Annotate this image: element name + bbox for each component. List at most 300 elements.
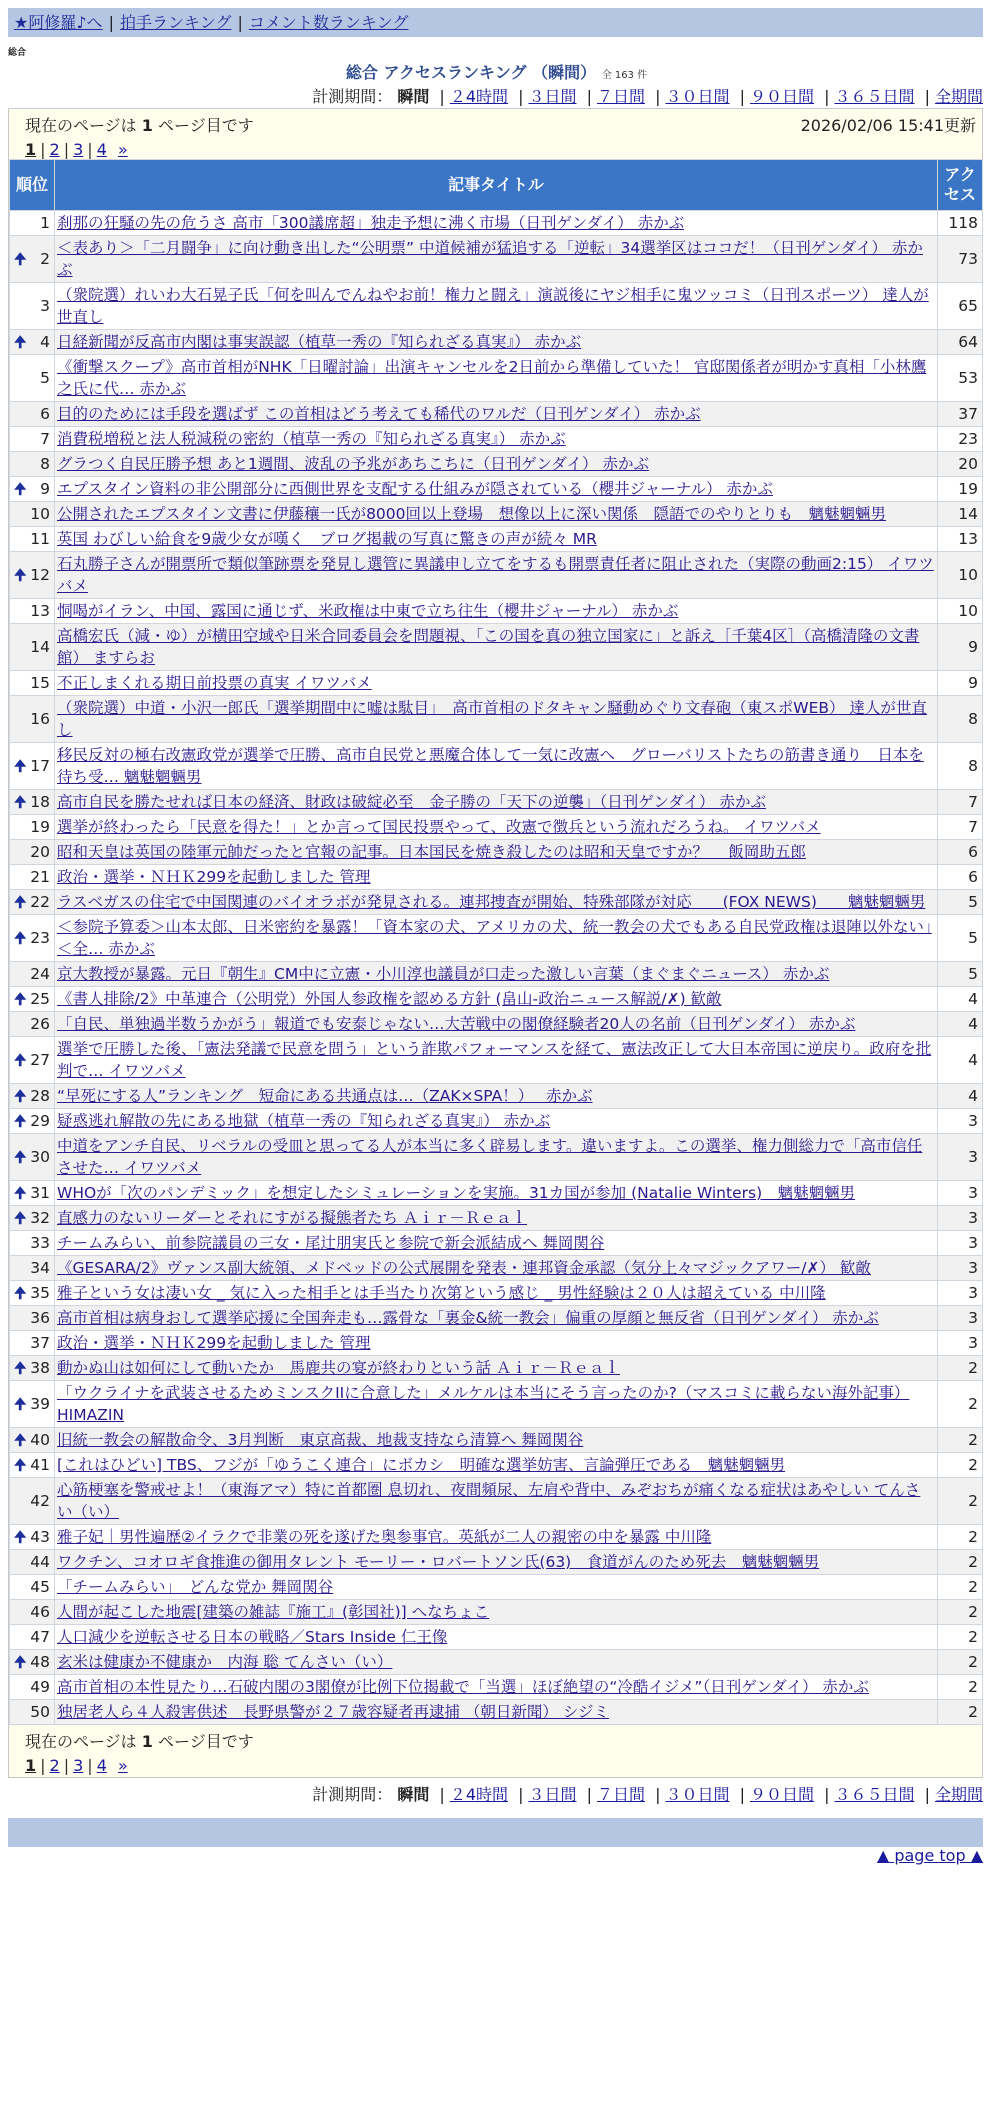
table-row [10, 815, 983, 840]
article-link[interactable]: 《GESARA/2》ヴァンス副大統領、メドベッドの公式展開を発表・連邦資金承認（気分上々マジックアワー/✗） 歓敵 [57, 1259, 871, 1277]
access-count: 37 [938, 402, 983, 427]
period-365d[interactable]: ３６５日間 [834, 1785, 915, 1804]
table-row [10, 1625, 983, 1650]
title-cell [55, 1453, 938, 1478]
article-link[interactable]: 高市首相の本性見たり…石破内閣の3閣僚が比例下位揭載で「当選」ほぼ絶望の“冷酷イジメ”（日刊ゲンダイ） 赤かぶ [57, 1678, 869, 1696]
table-row [10, 452, 983, 477]
table-row [10, 696, 983, 743]
rank-cell [10, 790, 55, 815]
rank-number: 17 [30, 757, 50, 775]
title-cell [55, 1012, 938, 1037]
article-link[interactable]: グラつく自民圧勝予想 あと1週間、波乱の予兆があちこちに（日刊ゲンダイ） 赤かぶ [57, 455, 649, 473]
access-count: 2 [938, 1625, 983, 1650]
article-link[interactable]: 高市首相は病身おして選挙応援に全国奔走も…露骨な「裏金&統一教会」偏重の厚顔と無反省（日刊ゲンダイ） 赤かぶ [57, 1309, 879, 1327]
pager-page-3[interactable]: 3 [73, 1756, 84, 1775]
article-link[interactable]: 「自民、単独過半数うかがう」報道でも安泰じゃない…大苦戦中の閣僚経験者20人の名前（日刊ゲンダイ） 赤かぶ [57, 1015, 856, 1033]
table-row [10, 1428, 983, 1453]
pager-bottom: 1 | 2 | 3 | 4 » [25, 1756, 128, 1775]
title-cell [55, 427, 938, 452]
rank-cell [10, 1381, 55, 1428]
up-arrow-icon: 🠉 [14, 1653, 27, 1671]
period-current: 瞬間 [397, 87, 430, 106]
up-arrow-icon: 🠉 [14, 333, 27, 351]
pager-next[interactable]: » [117, 140, 128, 159]
header-rank: 順位 [10, 160, 55, 211]
period-24h[interactable]: ２4時間 [449, 87, 508, 106]
up-arrow-icon: 🠉 [14, 1148, 27, 1166]
access-count: 3 [938, 1109, 983, 1134]
nav-separator: | [108, 13, 114, 32]
title-cell [55, 1181, 938, 1206]
rank-number: 16 [30, 710, 50, 728]
title-cell [55, 599, 938, 624]
rank-number: 4 [40, 333, 50, 351]
access-count: 9 [938, 624, 983, 671]
table-row [10, 330, 983, 355]
period-7d[interactable]: ７日間 [596, 1785, 645, 1804]
title-cell [55, 1550, 938, 1575]
article-link[interactable]: 公開されたエプスタイン文書に伊藤穰一氏が8000回以上登場 想像以上に深い関係 隠語でのやりとりも 魑魅魍魎男 [57, 505, 887, 523]
access-count: 10 [938, 552, 983, 599]
title-cell [55, 330, 938, 355]
rank-number: 44 [30, 1553, 50, 1571]
table-row [10, 1134, 983, 1181]
up-arrow-icon: 🠉 [14, 757, 27, 775]
article-link[interactable]: [これはひどい] TBS、フジが「ゆうこく連合」にボカシ 明確な選挙妨害、言論弾圧である 魑魅魍魎男 [57, 1456, 786, 1474]
table-row [10, 502, 983, 527]
rank-number: 11 [30, 530, 50, 548]
nav-separator: | [237, 13, 243, 32]
period-label: 計測期間： [312, 87, 393, 106]
title-cell [55, 1306, 938, 1331]
header-access: アクセス [938, 160, 983, 211]
article-link[interactable]: 消費税増税と法人税減税の密約（植草一秀の『知られざる真実』） 赤かぶ [57, 430, 566, 448]
rank-number: 48 [30, 1653, 50, 1671]
page-title-text: 総合 アクセスランキング （瞬間） [345, 63, 597, 82]
access-count: 14 [938, 502, 983, 527]
access-count: 4 [938, 1084, 983, 1109]
table-row [10, 1600, 983, 1625]
page-top-link[interactable]: ▲ page top ▲ [876, 1846, 983, 1865]
article-link[interactable]: 高橋宏氏（減・ゆ）が横田空域や日米合同委員会を問題視、「この国を真の独立国家に」と訴え［千葉4区］（高橋清隆の文書館） ますらお [57, 627, 920, 667]
article-link[interactable]: 人間が起こした地震[建築の雑誌『施工』(彰国社)] へなちょこ [57, 1603, 490, 1621]
title-cell [55, 671, 938, 696]
title-cell [55, 402, 938, 427]
article-link[interactable]: 《衝撃スクープ》高市首相がNHK「日曜討論」出演キャンセルを2日前から準備していた！ 官邸関係者が明かす真相「小林鷹之氏に代… 赤かぶ [57, 358, 927, 398]
article-link[interactable]: （衆院選）中道・小沢一郎氏「選挙期間中に嘘は駄目」 高市首相のドタキャン騒動めぐり文春砲（東スポWEB） 達人が世直し [57, 699, 927, 739]
article-link[interactable]: 直感力のないリーダーとそれにすがる擬態者たち Ａｉｒ－Ｒｅａｌ [57, 1209, 527, 1227]
access-count: 73 [938, 236, 983, 283]
pager-page-2[interactable]: 2 [49, 140, 60, 159]
rank-number: 39 [30, 1395, 50, 1413]
top-nav-bar [8, 8, 983, 37]
access-count: 5 [938, 915, 983, 962]
access-count: 2 [938, 1550, 983, 1575]
access-count: 3 [938, 1181, 983, 1206]
access-count: 7 [938, 815, 983, 840]
access-count: 4 [938, 1012, 983, 1037]
rank-number: 21 [30, 868, 50, 886]
period-365d[interactable]: ３６５日間 [834, 87, 915, 106]
pager-current: 1 [25, 1756, 37, 1775]
rank-number: 40 [30, 1431, 50, 1449]
rank-cell [10, 624, 55, 671]
rank-cell [10, 1550, 55, 1575]
title-cell [55, 1700, 938, 1725]
rank-cell [10, 890, 55, 915]
rank-number: 29 [30, 1112, 50, 1130]
title-cell [55, 1575, 938, 1600]
table-row [10, 427, 983, 452]
rank-cell [10, 1134, 55, 1181]
info-bar-bottom [9, 1725, 982, 1777]
title-cell [55, 962, 938, 987]
up-arrow-icon: 🠉 [14, 250, 27, 268]
rank-cell [10, 987, 55, 1012]
table-row [10, 790, 983, 815]
title-cell [55, 790, 938, 815]
article-link[interactable]: 旧統一教会の解散命令、3月判断 東京高裁、地裁支持なら清算へ 舞岡関谷 [57, 1431, 584, 1449]
rank-number: 5 [40, 369, 50, 387]
article-link[interactable]: 政治・選挙・ＮＨＫ299を起動しました 管理 [57, 868, 371, 886]
ranking-container [8, 108, 983, 1778]
rank-cell [10, 1206, 55, 1231]
rank-number: 8 [40, 455, 50, 473]
title-cell [55, 1331, 938, 1356]
rank-number: 20 [30, 843, 50, 861]
rank-cell [10, 1700, 55, 1725]
article-link[interactable]: 高市自民を勝たせれば日本の経済、財政は破綻必至 金子勝の「天下の逆襲」（日刊ゲンダイ） 赤かぶ [57, 793, 766, 811]
period-30d[interactable]: ３０日間 [665, 87, 730, 106]
access-count: 8 [938, 743, 983, 790]
rank-number: 1 [40, 214, 50, 232]
rank-number: 46 [30, 1603, 50, 1621]
rank-number: 10 [30, 505, 50, 523]
article-link[interactable]: 独居老人ら４人殺害供述 長野県警が２７歳容疑者再逮捕 （朝日新聞） シジミ [57, 1703, 609, 1721]
pager-current: 1 [25, 140, 37, 159]
title-cell [55, 1600, 938, 1625]
rank-cell [10, 815, 55, 840]
table-row [10, 283, 983, 330]
table-row [10, 1256, 983, 1281]
access-count: 3 [938, 1206, 983, 1231]
page-title [0, 60, 993, 83]
title-cell [55, 1231, 938, 1256]
access-count: 3 [938, 1331, 983, 1356]
table-row [10, 1109, 983, 1134]
article-link[interactable]: “早死にする人”ランキング 短命にある共通点は…（ZAK×SPA！） 赤かぶ [57, 1087, 593, 1105]
period-7d[interactable]: ７日間 [596, 87, 645, 106]
article-link[interactable]: 疑惑逃れ解散の先にある地獄（植草一秀の『知られざる真実』） 赤かぶ [57, 1112, 551, 1130]
rank-cell [10, 743, 55, 790]
article-link[interactable]: 玄米は健康か不健康か 内海 聡 てんさい（い） [57, 1653, 393, 1671]
up-arrow-icon: 🠉 [14, 1456, 27, 1474]
table-row [10, 1550, 983, 1575]
article-link[interactable]: 目的のためには手段を選ばず この首相はどう考えても稀代のワルだ（日刊ゲンダイ） 赤かぶ [57, 405, 701, 423]
rank-cell [10, 283, 55, 330]
access-count: 3 [938, 1281, 983, 1306]
rank-cell [10, 1575, 55, 1600]
article-link[interactable]: 《書人排除/2》中革連合（公明党）外国人参政権を認める方針 (畠山-政治ニュース解説/✗) 歓敵 [57, 990, 722, 1008]
article-link[interactable]: 刹那の狂騒の先の危うさ 高市「300議席超」独走予想に沸く市場（日刊ゲンダイ） 赤かぶ [57, 214, 685, 232]
article-link[interactable]: ラスベガスの住宅で中国関連のバイオラボが発見される。連邦捜査が開始、特殊部隊が対応 (FOX NEWS) 魑魅魍魎男 [57, 893, 926, 911]
pager-top: 1 | 2 | 3 | 4 » [25, 140, 128, 159]
rank-cell [10, 236, 55, 283]
article-link[interactable]: 心筋梗塞を警戒せよ！（東海アマ）特に首都圏 息切れ、夜間頻尿、左肩や背中、みぞおちが痛くなる症状はあやしい てんさい（い） [57, 1481, 921, 1521]
access-count: 64 [938, 330, 983, 355]
comment-ranking-link[interactable]: コメント数ランキング [248, 13, 409, 32]
access-count: 2 [938, 1600, 983, 1625]
rank-number: 38 [30, 1359, 50, 1377]
article-link[interactable]: 恫喝がイラン、中国、露国に通じず、米政権は中東で立ち往生（櫻井ジャーナル） 赤かぶ [57, 602, 679, 620]
period-24h[interactable]: ２4時間 [449, 1785, 508, 1804]
article-link[interactable]: 選挙が終わったら「民意を得た！」とか言って国民投票やって、改憲で徴兵という流れだろうね。 イワツバメ [57, 818, 821, 836]
title-cell [55, 840, 938, 865]
rank-cell [10, 599, 55, 624]
access-count: 10 [938, 599, 983, 624]
rank-number: 13 [30, 602, 50, 620]
access-count: 23 [938, 427, 983, 452]
access-count: 8 [938, 696, 983, 743]
article-link[interactable]: 雅子妃｜男性遍歴②イラクで非業の死を遂げた奥参事官。英紙が二人の親密の中を暴露 中川隆 [57, 1528, 712, 1546]
rank-cell [10, 840, 55, 865]
title-cell [55, 1206, 938, 1231]
period-all[interactable]: 全期間 [934, 87, 983, 106]
rank-cell [10, 1675, 55, 1700]
up-arrow-icon: 🠉 [14, 1359, 27, 1377]
article-link[interactable]: 石丸勝子さんが開票所で類似筆跡票を発見し選管に異議申し立てをするも開票責任者に阻止された（実際の動画2:15） イワツバメ [57, 555, 934, 595]
access-count: 3 [938, 1134, 983, 1181]
table-row [10, 915, 983, 962]
table-row [10, 1306, 983, 1331]
title-cell [55, 236, 938, 283]
article-link[interactable]: チームみらい、前参院議員の三女・尾辻朋実氏と参院で新会派結成へ 舞岡関谷 [57, 1234, 605, 1252]
clap-ranking-link[interactable]: 拍手ランキング [119, 13, 232, 32]
article-link[interactable]: ワクチン、コオロギ食推進の御用タレント モーリー・ロバートソン氏(63) 食道がんのため死去 魑魅魍魎男 [57, 1553, 820, 1571]
table-row [10, 1231, 983, 1256]
rank-number: 3 [40, 297, 50, 315]
title-cell [55, 1109, 938, 1134]
rank-number: 7 [40, 430, 50, 448]
title-cell [55, 1625, 938, 1650]
title-cell [55, 1675, 938, 1700]
rank-cell [10, 1037, 55, 1084]
table-row [10, 552, 983, 599]
page-status-post: ページ目です [158, 1732, 254, 1751]
pager-page-3[interactable]: 3 [73, 140, 84, 159]
up-arrow-icon: 🠉 [14, 1528, 27, 1546]
table-row [10, 1675, 983, 1700]
rank-number: 45 [30, 1578, 50, 1596]
rank-cell [10, 355, 55, 402]
article-link[interactable]: 日経新聞が反高市内閣は事実誤認（植草一秀の『知られざる真実』） 赤かぶ [57, 333, 582, 351]
rank-cell [10, 1012, 55, 1037]
bottom-bar [8, 1818, 983, 1847]
period-90d[interactable]: ９０日間 [749, 1785, 814, 1804]
up-arrow-icon: 🠉 [14, 793, 27, 811]
article-link[interactable]: 昭和天皇は英国の陸軍元帥だったと官報の記事。日本国民を焼き殺したのは昭和天皇ですか？ 飯岡助五郎 [57, 843, 806, 861]
rank-cell [10, 1306, 55, 1331]
period-90d[interactable]: ９０日間 [749, 87, 814, 106]
article-link[interactable]: 中道をアンチ自民、リベラルの受皿と思ってる人が本当に多く辟易します。違いますよ。この選挙、権力側総力で「高市信任させた… イワツバメ [57, 1137, 923, 1177]
article-link[interactable]: 人口減少を逆転させる日本の戦略／Stars Inside 仁王像 [57, 1628, 448, 1646]
table-row [10, 1084, 983, 1109]
article-link[interactable]: 「ウクライナを武装させるためミンスクIIに合意した」メルケルは本当にそう言ったのか?（マスコミに載らない海外記事） HIMAZIN [57, 1384, 910, 1424]
pager-page-2[interactable]: 2 [49, 1756, 60, 1775]
pager-page-4[interactable]: 4 [96, 140, 107, 159]
rank-cell [10, 1356, 55, 1381]
title-cell [55, 815, 938, 840]
table-row [10, 1575, 983, 1600]
access-count: 9 [938, 671, 983, 696]
article-link[interactable]: ＜表あり＞「二月闘争」に向け動き出した“公明票” 中道候補が猛追する「逆転」34選挙区はココだ！（日刊ゲンダイ） 赤かぶ [57, 239, 923, 279]
up-arrow-icon: 🠉 [14, 1087, 27, 1105]
rank-cell [10, 452, 55, 477]
access-count: 2 [938, 1428, 983, 1453]
title-cell [55, 211, 938, 236]
title-cell [55, 452, 938, 477]
title-cell [55, 915, 938, 962]
access-count: 2 [938, 1525, 983, 1550]
rank-cell [10, 1525, 55, 1550]
title-cell [55, 865, 938, 890]
up-arrow-icon: 🠉 [14, 1209, 27, 1227]
ranking-table [9, 159, 983, 1725]
title-cell [55, 696, 938, 743]
rank-number: 6 [40, 405, 50, 423]
table-row [10, 962, 983, 987]
rank-number: 15 [30, 674, 50, 692]
table-row [10, 211, 983, 236]
info-bar-top [9, 109, 982, 159]
period-selector-bottom: 計測期間： 瞬間 | ２4時間 | ３日間 | ７日間 | ３０日間 | ９０日間 | ３６５日間 | 全期間 [312, 1785, 983, 1804]
access-count: 4 [938, 1037, 983, 1084]
rank-cell [10, 427, 55, 452]
article-link[interactable]: 英国 わびしい給食を9歳少女が嘆く ブログ掲載の写真に驚きの声が続々 MR [57, 530, 597, 548]
access-count: 2 [938, 1575, 983, 1600]
rank-number: 26 [30, 1015, 50, 1033]
access-count: 5 [938, 890, 983, 915]
rank-cell [10, 502, 55, 527]
period-3d[interactable]: ３日間 [528, 1785, 577, 1804]
page-status-num: 1 [141, 1732, 153, 1751]
rank-cell [10, 1453, 55, 1478]
access-count: 3 [938, 1306, 983, 1331]
access-count: 2 [938, 1675, 983, 1700]
rank-cell [10, 1181, 55, 1206]
access-count: 2 [938, 1381, 983, 1428]
table-row [10, 1206, 983, 1231]
rank-cell [10, 1256, 55, 1281]
article-link[interactable]: 不正しまくれる期日前投票の真実 イワツバメ [57, 674, 372, 692]
rank-number: 37 [30, 1334, 50, 1352]
rank-number: 2 [40, 250, 50, 268]
table-row [10, 1356, 983, 1381]
period-selector: 計測期間： 瞬間 | ２4時間 | ３日間 | ７日間 | ３０日間 | ９０日間 | ３６５日間 | 全期間 [312, 87, 983, 106]
rank-number: 30 [30, 1148, 50, 1166]
rank-number: 14 [30, 638, 50, 656]
page-status-num: 1 [141, 116, 153, 135]
rank-cell [10, 1331, 55, 1356]
up-arrow-icon: 🠉 [14, 990, 27, 1008]
article-link[interactable]: 移民反対の極右改憲政党が選挙で圧勝、高市自民党と悪魔合体して一気に改憲へ グローバリストたちの筋書き通り 日本を待ち受… 魑魅魍魎男 [57, 746, 924, 786]
title-cell [55, 890, 938, 915]
article-link[interactable]: 雅子という女は凄い女 _ 気に入った相手とは手当たり次第という感じ _ 男性経験は２０人は超えている 中川隆 [57, 1284, 826, 1302]
rank-number: 47 [30, 1628, 50, 1646]
pager-next[interactable]: » [117, 1756, 128, 1775]
table-row [10, 1453, 983, 1478]
article-link[interactable]: ＜参院予算委＞山本太郎、日米密約を暴露！「資本家の犬、アメリカの犬、統一教会の犬でもある自民党政権は退陣以外ない」＜全… 赤かぶ [57, 918, 932, 958]
title-cell [55, 1037, 938, 1084]
article-link[interactable]: 「チームみらい」 どんな党か 舞岡関谷 [57, 1578, 334, 1596]
access-count: 2 [938, 1478, 983, 1525]
table-row [10, 1012, 983, 1037]
rank-cell [10, 1625, 55, 1650]
title-cell [55, 527, 938, 552]
title-cell [55, 1084, 938, 1109]
access-count: 3 [938, 1231, 983, 1256]
title-cell [55, 1256, 938, 1281]
article-link[interactable]: （衆院選）れいわ大石晃子氏「何を叫んでんねやお前！権力と闘え」演説後にヤジ相手に鬼ツッコミ（日刊スポーツ） 達人が世直し [57, 286, 929, 326]
table-row [10, 1650, 983, 1675]
access-count: 3 [938, 1256, 983, 1281]
title-cell [55, 1478, 938, 1525]
table-row [10, 355, 983, 402]
rank-cell [10, 1650, 55, 1675]
rank-cell [10, 330, 55, 355]
rank-number: 36 [30, 1309, 50, 1327]
up-arrow-icon: 🠉 [14, 480, 27, 498]
article-link[interactable]: 選挙で圧勝した後、「憲法発議で民意を問う」という詐欺パフォーマンスを経て、憲法改正して大日本帝国に逆戻り。政府を批判で… イワツバメ [57, 1040, 932, 1080]
access-count: 13 [938, 527, 983, 552]
rank-number: 50 [30, 1703, 50, 1721]
article-link[interactable]: 政治・選挙・ＮＨＫ299を起動しました 管理 [57, 1334, 371, 1352]
rank-cell [10, 402, 55, 427]
article-link[interactable]: WHOが「次のパンデミック」を想定したシミュレーションを実施。31カ国が参加 (Natalie Winters) 魑魅魍魎男 [57, 1184, 856, 1202]
rank-number: 42 [30, 1492, 50, 1510]
access-count: 19 [938, 477, 983, 502]
period-30d[interactable]: ３０日間 [665, 1785, 730, 1804]
rank-number: 35 [30, 1284, 50, 1302]
up-arrow-icon: 🠉 [14, 893, 27, 911]
up-arrow-icon: 🠉 [14, 1284, 27, 1302]
rank-number: 43 [30, 1528, 50, 1546]
title-cell [55, 624, 938, 671]
rank-cell [10, 865, 55, 890]
access-count: 6 [938, 840, 983, 865]
pager-page-4[interactable]: 4 [96, 1756, 107, 1775]
rank-cell [10, 1231, 55, 1256]
article-link[interactable]: 動かぬ山は如何にして動いたか 馬鹿共の宴が終わりという話 Ａｉｒ－Ｒｅａｌ [57, 1359, 620, 1377]
rank-number: 23 [30, 929, 50, 947]
page-status-bottom [25, 1729, 966, 1752]
up-arrow-icon: 🠉 [14, 1184, 27, 1202]
period-3d[interactable]: ３日間 [528, 87, 577, 106]
access-count: 118 [938, 211, 983, 236]
up-arrow-icon: 🠉 [14, 1431, 27, 1449]
article-link[interactable]: エプスタイン資料の非公開部分に西側世界を支配する仕組みが隠されている（櫻井ジャーナル） 赤かぶ [57, 480, 773, 498]
rank-cell [10, 915, 55, 962]
category-label: 総合 [8, 48, 27, 58]
article-link[interactable]: 京大教授が暴露。元日『朝生』CM中に立憲・小川淳也議員が口走った激しい言葉（まぐまぐニュース） 赤かぶ [57, 965, 830, 983]
rank-cell [10, 1428, 55, 1453]
home-link[interactable]: ★阿修羅♪へ [14, 13, 103, 32]
rank-number: 22 [30, 893, 50, 911]
rank-cell [10, 1084, 55, 1109]
page-status-pre: 現在のページは [25, 116, 137, 135]
access-count: 20 [938, 452, 983, 477]
period-all[interactable]: 全期間 [934, 1785, 983, 1804]
